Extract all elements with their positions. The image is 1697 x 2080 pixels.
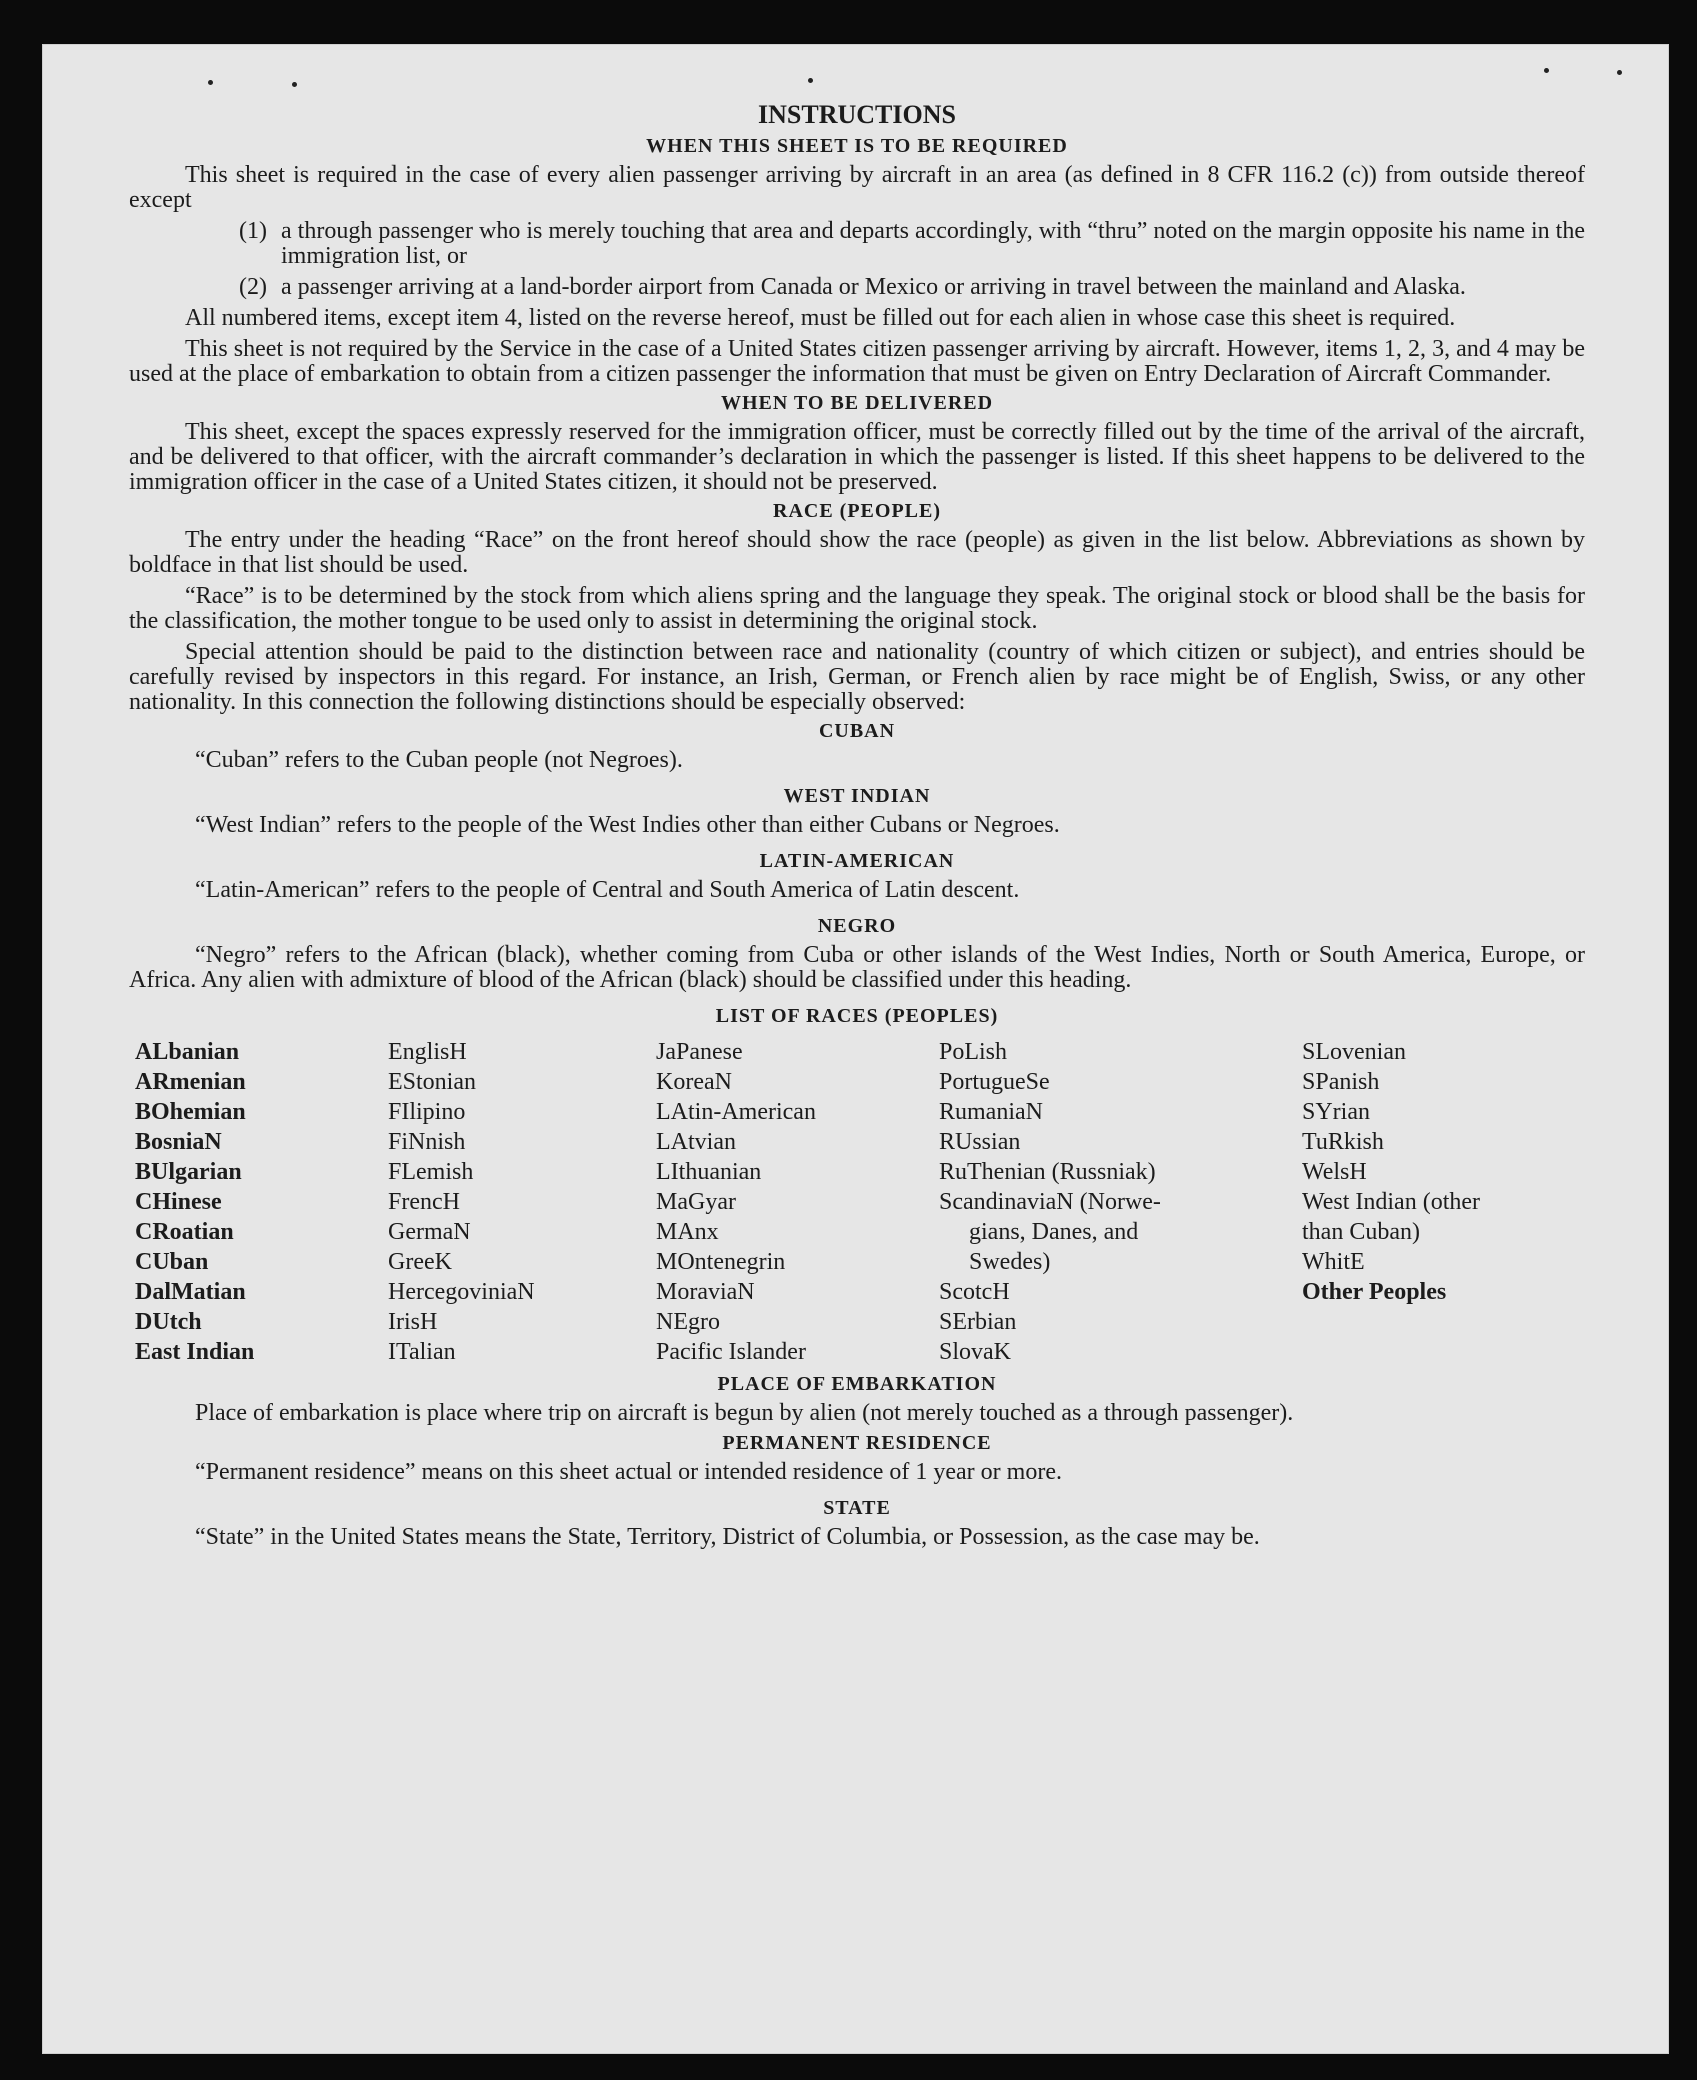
race-item: RUssian (939, 1129, 1021, 1155)
race-item: WelsH (1302, 1159, 1367, 1185)
paragraph: Place of embarkation is place where trip on aircraft is begun by alien (not merely touched as a through passenger). (195, 1400, 1294, 1426)
section-heading-cuban: CUBAN (818, 720, 896, 742)
section-heading-negro: NEGRO (817, 915, 897, 937)
paragraph: This sheet, except the spaces expressly reserved for the immigration officer, must be correctly filled out by the time of the arrival of the aircraft, and be delivered to that officer, with the aircraft commander’s declaration in which the passenger is listed. If this sheet happens to be delivered to the immigration officer in the case of a United States citizen, it should not be preserved. (129, 419, 1585, 495)
race-item: Other Peoples (1302, 1279, 1447, 1305)
race-item: ARmenian (135, 1069, 246, 1095)
punch-mark (808, 78, 813, 83)
race-item: MoraviaN (656, 1279, 755, 1305)
race-item: JaPanese (656, 1039, 743, 1065)
race-column-5 (1302, 1037, 1591, 1367)
item-number: (1) (239, 218, 267, 244)
race-item: CRoatian (135, 1219, 234, 1245)
race-item: PoLish (939, 1039, 1008, 1065)
race-item-continuation: than Cuban) (1302, 1219, 1420, 1245)
paragraph: “Latin-American” refers to the people of Central and South America of Latin descent. (195, 877, 1020, 903)
race-item-continuation: gians, Danes, and (969, 1219, 1139, 1245)
paragraph: “Race” is to be determined by the stock from which aliens spring and the language they speak. The original stock or blood shall be the basis for the classification, the mother tongue to be used only to assist in determining the original stock. (129, 583, 1585, 634)
race-item: GreeK (388, 1249, 452, 1275)
race-item: West Indian (other (1302, 1189, 1481, 1215)
punch-mark (292, 82, 297, 87)
section-heading-residence: PERMANENT RESIDENCE (722, 1432, 992, 1454)
section-heading-race: RACE (PEOPLE) (773, 500, 941, 522)
race-item: SErbian (939, 1309, 1017, 1335)
paragraph: Special attention should be paid to the distinction between race and nationality (country of which citizen or subject), and entries should be carefully revised by inspectors in this regard. For instance, an Irish, German, or French alien by race might be of English, Swiss, or any other nationality. In this connection the following distinctions should be especially observed: (129, 639, 1585, 715)
punch-mark (1544, 68, 1549, 73)
section-heading-embarkation: PLACE OF EMBARKATION (717, 1373, 997, 1395)
document-content (129, 100, 1585, 1550)
race-item: LIthuanian (656, 1159, 762, 1185)
section-heading-west-indian: WEST INDIAN (783, 785, 931, 807)
punch-mark (1617, 70, 1622, 75)
race-item: MAnx (656, 1219, 719, 1245)
race-item: FiNnish (388, 1129, 466, 1155)
page-title: INSTRUCTIONS (758, 100, 956, 129)
race-item: GermaN (388, 1219, 471, 1245)
section-heading-latin-american: LATIN-AMERICAN (759, 850, 955, 872)
race-item: IrisH (388, 1309, 438, 1335)
section-heading-state: STATE (823, 1497, 891, 1519)
race-item: EnglisH (388, 1039, 467, 1065)
race-item: ITalian (388, 1339, 456, 1365)
item-number: (2) (239, 274, 267, 300)
paragraph: All numbered items, except item 4, listed on the reverse hereof, must be filled out for each alien in whose case this sheet is required. (185, 305, 1456, 331)
race-item: NEgro (656, 1309, 720, 1335)
race-item: BUlgarian (135, 1159, 242, 1185)
race-item: SPanish (1302, 1069, 1380, 1095)
item-text: a through passenger who is merely touching that area and departs accordingly, with “thru” noted on the margin opposite his name in the immigration list, or (281, 218, 1585, 269)
race-column-4 (939, 1037, 1302, 1367)
race-item-continuation: Swedes) (969, 1249, 1051, 1275)
race-item: ScandinaviaN (Norwe- (939, 1189, 1161, 1215)
race-item: East Indian (135, 1339, 255, 1365)
race-item: SLovenian (1302, 1039, 1406, 1065)
paragraph: This sheet is required in the case of every alien passenger arriving by aircraft in an area (as defined in 8 CFR 116.2 (c)) from outside thereof except (129, 162, 1585, 213)
race-item: ScotcH (939, 1279, 1010, 1305)
race-item: SYrian (1302, 1099, 1370, 1125)
section-heading-delivered: WHEN TO BE DELIVERED (720, 392, 994, 414)
item-text: a passenger arriving at a land-border airport from Canada or Mexico or arriving in travel between the mainland and Alaska. (281, 274, 1466, 300)
document-page (42, 44, 1669, 2054)
race-item: FrencH (388, 1189, 460, 1215)
paragraph: The entry under the heading “Race” on the front hereof should show the race (people) as given in the list below. Abbreviations as shown by boldface in that list should be used. (129, 527, 1585, 578)
race-item: KoreaN (656, 1069, 732, 1095)
list-item (239, 219, 1585, 269)
paragraph: “Permanent residence” means on this sheet actual or intended residence of 1 year or more. (195, 1459, 1062, 1485)
race-column-3 (656, 1037, 939, 1367)
race-item: DUtch (135, 1309, 202, 1335)
race-item: WhitE (1302, 1249, 1365, 1275)
section-heading-required: WHEN THIS SHEET IS TO BE REQUIRED (646, 135, 1068, 157)
race-item: DalMatian (135, 1279, 246, 1305)
paragraph: “Negro” refers to the African (black), whether coming from Cuba or other islands of the West Indies, North or South America, Europe, or Africa. Any alien with admixture of blood of the African (black) should be classified under this heading. (129, 942, 1585, 993)
race-column-2 (388, 1037, 656, 1367)
race-item: FLemish (388, 1159, 474, 1185)
paragraph: This sheet is not required by the Service in the case of a United States citizen passenger arriving by aircraft. However, items 1, 2, 3, and 4 may be used at the place of embarkation to obtain from a citizen passenger the information that must be given on Entry Declaration of Aircraft Commander. (129, 336, 1585, 387)
race-item: LAtvian (656, 1129, 736, 1155)
race-item: BosniaN (135, 1129, 222, 1155)
paragraph: “State” in the United States means the State, Territory, District of Columbia, or Possession, as the case may be. (195, 1524, 1260, 1550)
race-item: BOhemian (135, 1099, 246, 1125)
paragraph: “Cuban” refers to the Cuban people (not Negroes). (195, 747, 683, 773)
list-item (239, 275, 1585, 300)
race-column-1 (135, 1037, 388, 1367)
section-heading-list: LIST OF RACES (PEOPLES) (715, 1005, 999, 1027)
race-item: TuRkish (1302, 1129, 1384, 1155)
race-item: SlovaK (939, 1339, 1011, 1365)
punch-mark (208, 80, 213, 85)
race-item: FIlipino (388, 1099, 466, 1125)
race-item: CUban (135, 1249, 209, 1275)
race-item: EStonian (388, 1069, 476, 1095)
race-item: Pacific Islander (656, 1339, 806, 1365)
race-item: CHinese (135, 1189, 222, 1215)
race-item: LAtin-American (656, 1099, 816, 1125)
race-item: MOntenegrin (656, 1249, 786, 1275)
race-item: HercegoviniaN (388, 1279, 535, 1305)
race-item: MaGyar (656, 1189, 736, 1215)
race-item: PortugueSe (939, 1069, 1050, 1095)
race-item: ALbanian (135, 1039, 240, 1065)
race-item: RumaniaN (939, 1099, 1043, 1125)
race-item: RuThenian (Russniak) (939, 1159, 1156, 1185)
paragraph: “West Indian” refers to the people of the West Indies other than either Cubans or Negroes. (195, 812, 1060, 838)
race-list (135, 1037, 1585, 1367)
